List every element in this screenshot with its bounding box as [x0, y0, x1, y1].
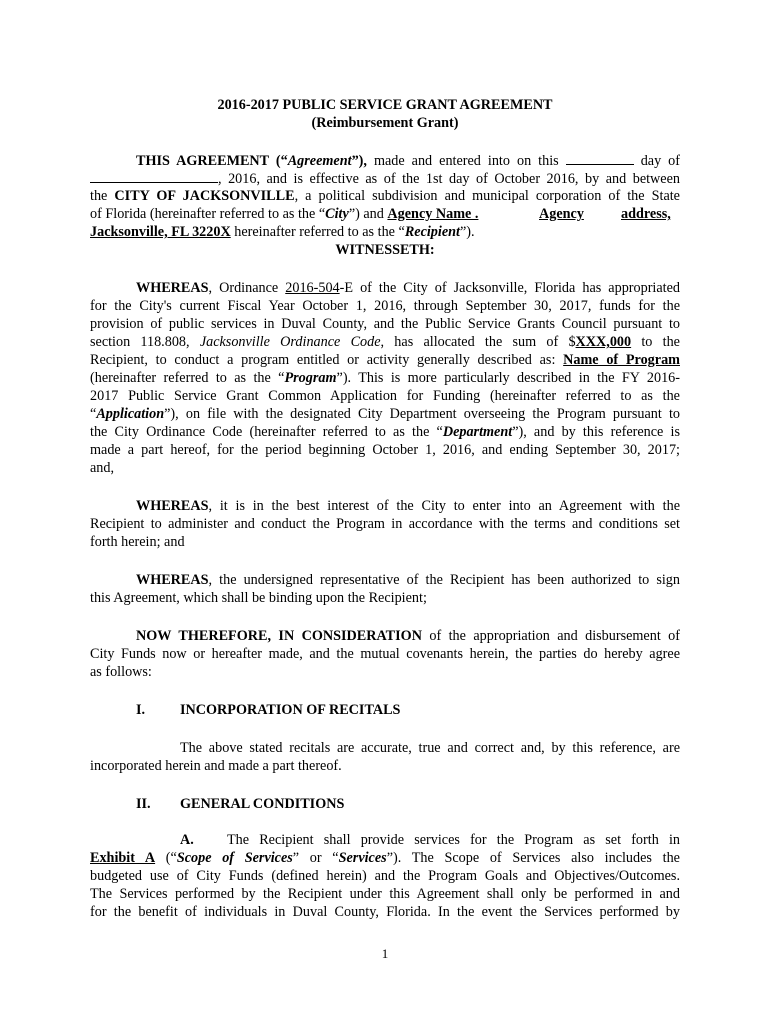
text-line: made a part hereof, for the period beginning October 1, 2016, and ending September 30, 2017; — [90, 442, 680, 458]
text-line: of Florida (hereinafter referred to as the “City”) and Agency Name . — [90, 206, 479, 222]
agency-city-field: Jacksonville, FL 3220X — [90, 224, 231, 240]
text-line: budgeted use of City Funds (defined herein) and the Program Goals and Objectives/Outcomes. — [90, 868, 680, 884]
agency-field: Agency — [539, 206, 584, 222]
text-line: City Funds now or hereafter made, and the mutual covenants herein, the parties do hereby agree — [90, 646, 680, 662]
text-line: provision of public services in Duval County, and the Public Service Grants Council pursuant to — [90, 316, 680, 332]
agency-address-field: address, — [621, 206, 671, 222]
section-title: INCORPORATION OF RECITALS — [180, 702, 401, 718]
text-line: The above stated recitals are accurate, true and correct and, by this reference, are — [180, 740, 680, 756]
section-number: I. — [136, 702, 146, 718]
text-line: The Services performed by the Recipient under this Agreement shall only be performed in and — [90, 886, 680, 902]
text-line: WHEREAS, Ordinance 2016-504-E of the City of Jacksonville, Florida has appropriated — [136, 280, 680, 296]
text-line: the CITY OF JACKSONVILLE, a political subdivision and municipal corporation of the State — [90, 188, 680, 204]
witnesseth-heading: WITNESSETH: — [335, 242, 435, 258]
section-title: GENERAL CONDITIONS — [180, 796, 345, 812]
text-line: NOW THEREFORE, IN CONSIDERATION of the appropriation and disbursement of — [136, 628, 680, 644]
exhibit-reference: Exhibit A — [90, 850, 156, 866]
section-number: II. — [136, 796, 151, 812]
text-line: Recipient to administer and conduct the Program in accordance with the terms and conditions set — [90, 516, 680, 532]
text-line: THIS AGREEMENT (“Agreement”), made and entered into on this day of — [136, 153, 680, 169]
text-line: the City Ordinance Code (hereinafter referred to as the “Department”), and by this reference is — [90, 424, 680, 440]
date-month-blank — [90, 169, 218, 183]
text-line: “Application”), on file with the designated City Department overseeing the Program pursuant to — [90, 406, 680, 422]
subsection-letter: A. — [180, 832, 194, 848]
text-line: (hereinafter referred to as the “Program”). This is more particularly described in the FY 2016- — [90, 370, 680, 386]
text-line: WHEREAS, it is in the best interest of the City to enter into an Agreement with the — [136, 498, 680, 514]
text-line: for the benefit of individuals in Duval County, Florida. In the event the Services performed by — [90, 904, 680, 920]
text-line: incorporated herein and made a part thereof. — [90, 758, 342, 774]
text-line: as follows: — [90, 664, 152, 680]
text-line: Exhibit A (“Scope of Services” or “Services”). The Scope of Services also includes the — [90, 850, 680, 866]
text-line: this Agreement, which shall be binding upon the Recipient; — [90, 590, 427, 606]
text-line: for the City's current Fiscal Year October 1, 2016, through September 30, 2017, funds for the — [90, 298, 680, 314]
text-line: forth herein; and — [90, 534, 185, 550]
text-line: , 2016, and is effective as of the 1st day of October 2016, by and between — [90, 169, 680, 188]
text-line: Recipient, to conduct a program entitled or activity generally described as: Name of Program — [90, 352, 680, 368]
document-subtitle: (Reimbursement Grant) — [311, 115, 459, 131]
text-line: 2017 Public Service Grant Common Application for Funding (hereinafter referred to as the — [90, 388, 680, 404]
text-line: WHEREAS, the undersigned representative of the Recipient has been authorized to sign — [136, 572, 680, 588]
document-title: 2016-2017 PUBLIC SERVICE GRANT AGREEMENT — [217, 97, 553, 113]
text-line: Jacksonville, FL 3220X hereinafter referred to as the “Recipient”). — [90, 224, 475, 240]
agency-name-field: Agency Name . — [387, 206, 479, 222]
grant-amount-field: XXX,000 — [575, 334, 632, 350]
page-number: 1 — [381, 946, 389, 961]
date-day-blank — [566, 151, 634, 165]
program-name-field: Name of Program — [563, 352, 680, 368]
text-line: The Recipient shall provide services for the Program as set forth in — [227, 832, 680, 848]
text-line: section 118.808, Jacksonville Ordinance Code, has allocated the sum of $XXX,000 to the — [90, 334, 680, 350]
text-line: and, — [90, 460, 115, 476]
